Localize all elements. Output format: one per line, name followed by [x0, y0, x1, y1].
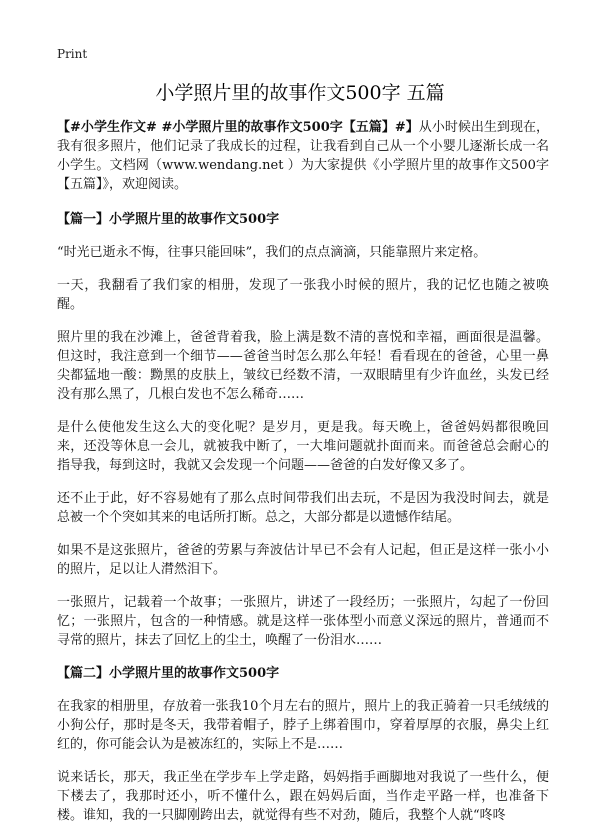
section-heading: 【篇二】小学照片里的故事作文500字 [57, 666, 280, 681]
document-body [57, 118, 549, 839]
intro-text: 从小时候出生到现在，我有很多照片，他们记录了我成长的过程，让我看到自己从一个小婴儿逐渐长成一名小学生。文档网（www.wendang.net ）为大家提供《小学照片里的故事作文500字【五篇】》，欢迎阅读。 [57, 120, 549, 192]
paragraph: 在我家的相册里，存放着一张我10个月左右的照片，照片上的我正骑着一只毛绒绒的小狗公仔，那时是冬天，我带着帽子，脖子上绑着围巾，穿着厚厚的衣服，鼻尖上红红的，你可能会认为是被冻红的，实际上不是…… [57, 699, 549, 752]
paragraph: 一张照片，记载着一个故事；一张照片，讲述了一段经历；一张照片，勾起了一份回忆；一张照片，包含的一种情感。就是这样一张体型小而意义深远的照片，普通而不寻常的照片，抹去了回忆上的尘土，唤醒了一份泪水…… [57, 595, 549, 648]
intro-paragraph [57, 118, 549, 194]
paragraph: 如果不是这张照片，爸爸的劳累与奔波估计早已不会有人记起，但正是这样一张小小的照片，足以让人潸然泪下。 [57, 543, 549, 577]
page-title: 小学照片里的故事作文500字 五篇 [155, 82, 445, 104]
paragraph: 照片里的我在沙滩上，爸爸背着我，脸上满是数不清的喜悦和幸福，画面很是温馨。但这时，我注意到一个细节——爸爸当时怎么那么年轻！看看现在的爸爸，心里一鼻尖都猛地一酸：黝黑的皮肤上，皱纹已经数不清，一双眼睛里有少许血丝，头发已经没有那么黑了，几根白发也不怎么稀奇…… [57, 330, 549, 402]
section-heading: 【篇一】小学照片里的故事作文500字 [57, 212, 280, 227]
paragraph: 一天，我翻看了我们家的相册，发现了一张我小时候的照片，我的记忆也随之被唤醒。 [57, 278, 549, 312]
paragraph: “时光已逝永不悔，往事只能回味”，我们的点点滴滴，只能靠照片来定格。 [57, 245, 487, 260]
paragraph: 说来话长，那天，我正坐在学步车上学走路，妈妈指手画脚地对我说了一些什么，便下楼去了，我那时还小，听不懂什么，跟在妈妈后面，当作走平路一样，也准备下楼。谁知，我的一只脚刚跨出去，就觉得有些不对劲，随后，我整个人就“咚咚 [57, 770, 549, 823]
paragraph: 还不止于此，好不容易她有了那么点时间带我们出去玩，不是因为我没时间去，就是总被一个个突如其来的电话所打断。总之，大部分都是以遗憾作结尾。 [57, 491, 549, 525]
print-label: Print [57, 47, 88, 61]
paragraph: 是什么使他发生这么大的变化呢？是岁月，更是我。每天晚上，爸爸妈妈都很晚回来，还没等休息一会儿，就被我中断了，一大堆问题就扑面而来。而爸爸总会耐心的指导我，每到这时，我就又会发现一个问题——爸爸的白发好像又多了。 [57, 420, 549, 473]
intro-tags: 【#小学生作文# #小学照片里的故事作文500字【五篇】#】 [57, 120, 419, 135]
